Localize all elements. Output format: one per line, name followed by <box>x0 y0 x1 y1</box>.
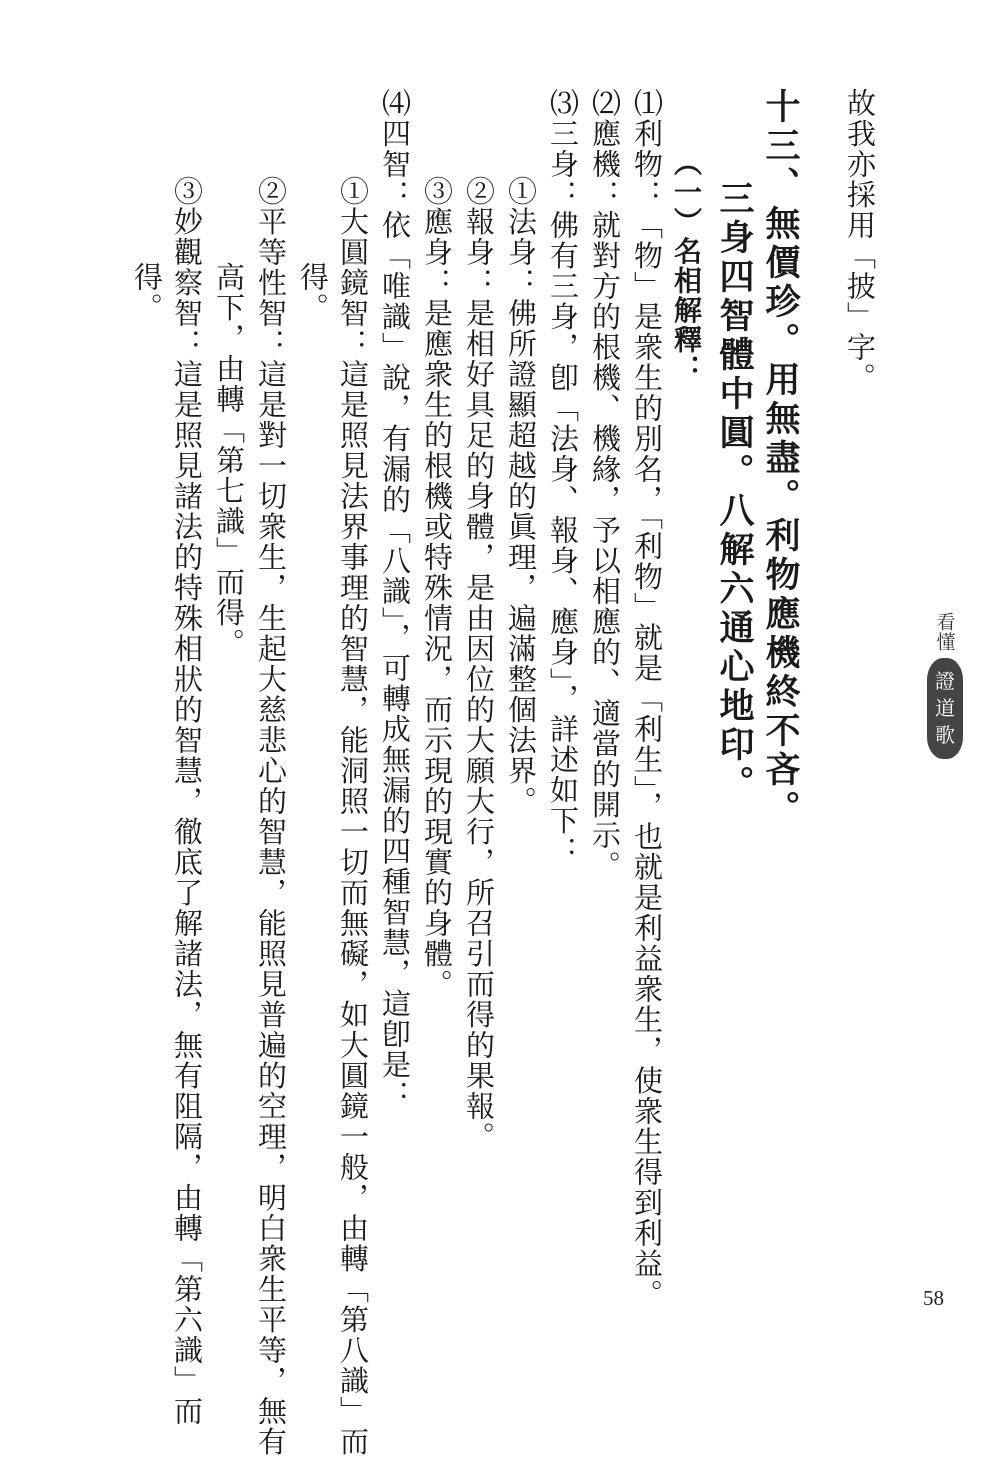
verse-heading-line-1: 十三、無價珍。用無盡。利物應機終不吝。 <box>760 88 800 829</box>
text-column: ②平等性智：這是對一切衆生，生起大慈悲心的智慧，能照見普遍的空理，明白衆生平等，無有 <box>254 176 288 1457</box>
text-column: ⑴利物：「物」是衆生的別名，「利物」就是「利生」，也就是利益衆生，使衆生得到利益。 <box>630 88 664 1310</box>
text-column: ⑶三身：佛有三身，卽「法身、報身、應身」，詳述如下： <box>546 88 580 867</box>
text-column: 得。 <box>130 262 164 323</box>
badge-char: 證 <box>935 669 955 693</box>
running-header <box>928 612 962 759</box>
book-title-badge <box>927 658 963 759</box>
page-number: 58 <box>923 1286 944 1310</box>
badge-char: 道 <box>935 696 955 720</box>
text-column: ⑷四智：依「唯識」說，有漏的「八識」，可轉成無漏的四種智慧，這卽是： <box>378 88 412 1111</box>
badge-char: 歌 <box>935 723 955 747</box>
running-header-small: 看懂 <box>933 612 956 652</box>
text-column: 高下，由轉「第七識」而得。 <box>212 262 246 659</box>
section-heading: （一）名相解釋： <box>670 148 703 384</box>
text-column: ⑵應機：就對方的根機、機緣，予以相應的、適當的開示。 <box>588 88 622 881</box>
text-column: 故我亦採用「披」字。 <box>843 88 877 393</box>
text-column: ③妙觀察智：這是照見諸法的特殊相狀的智慧，徹底了解諸法，無有阻隔，由轉「第六識」而 <box>170 176 204 1427</box>
text-column: ①大圓鏡智：這是照見法界事理的智慧，能洞照一切而無礙，如大圓鏡一般，由轉「第八識」而 <box>336 176 370 1457</box>
text-column: 得。 <box>296 262 330 323</box>
text-column: ②報身：是相好具足的身體，是由因位的大願大行，所召引而得的果報。 <box>462 176 496 1152</box>
text-column: ①法身：佛所證顯超越的眞理，遍滿整個法界。 <box>504 176 538 817</box>
verse-heading-line-2: 三身四智體中圓。八解六通心地印。 <box>714 180 754 804</box>
text-column: ③應身：是應衆生的根機或特殊情況，而示現的現實的身體。 <box>420 176 454 1000</box>
